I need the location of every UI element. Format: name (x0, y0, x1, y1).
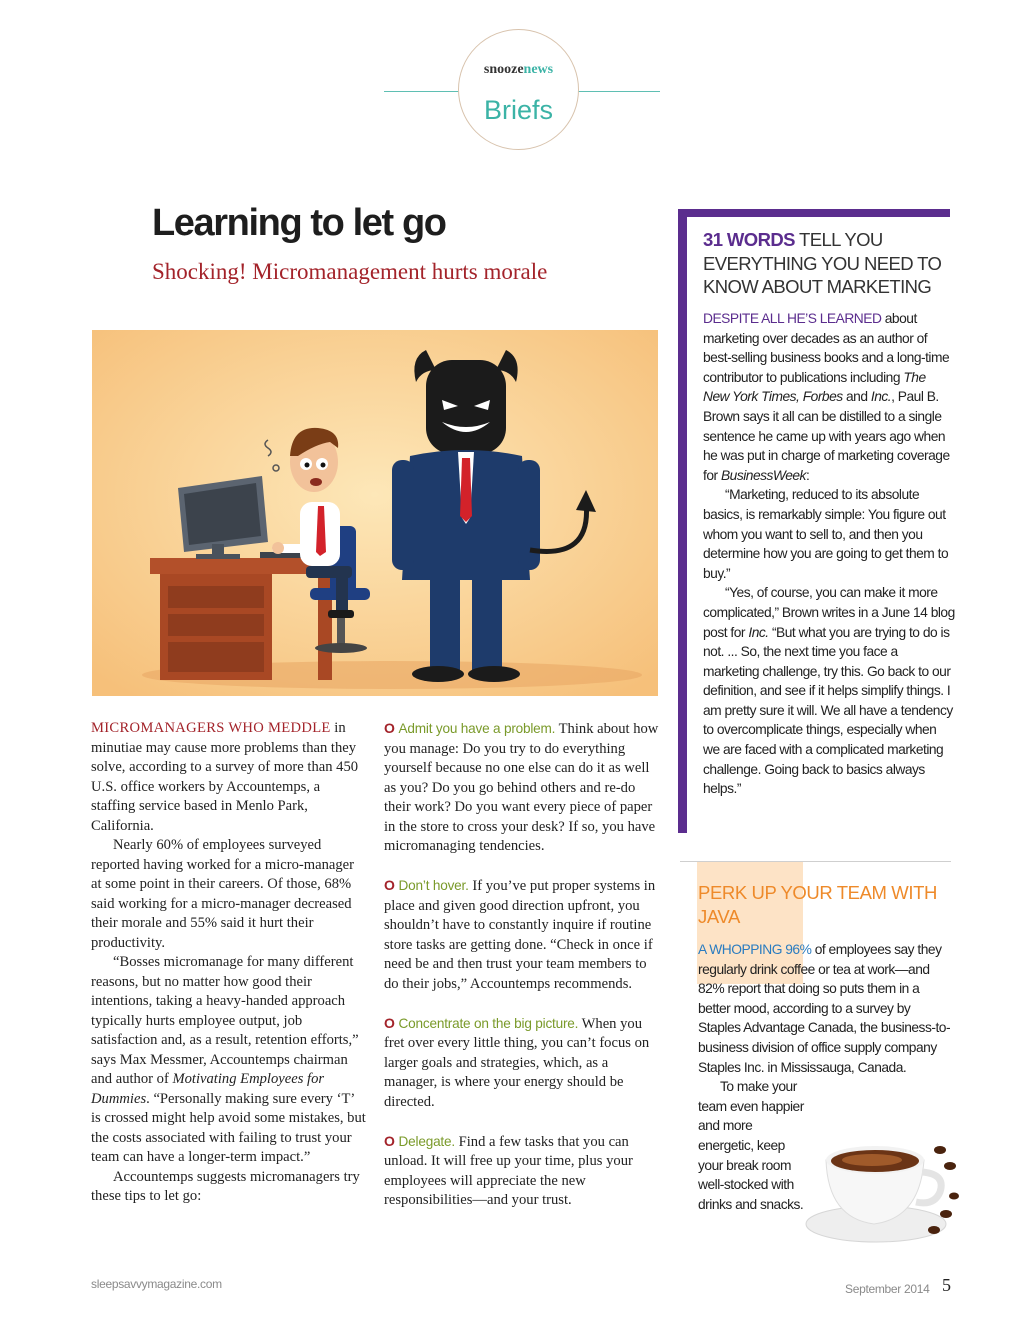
publication-name: Inc. (870, 389, 892, 405)
sidebar-text: , Paul B. Brown says it all can be distilled to a single sentence he came up with years ago when he was put in charge of marketing coverage for (703, 389, 950, 483)
sidebar-title (703, 228, 953, 299)
tip-body: When you fret over every little thing, you can’t focus on larger goals and strategies, which, as a manager, is where your energy should be directed. (384, 1015, 650, 1110)
sidebar-top-rule (678, 209, 950, 217)
sidebar-lead: DESPITE ALL HE’S LEARNED (703, 311, 882, 326)
masthead-brand (458, 62, 579, 78)
tip-bullet-icon: O (384, 1132, 395, 1149)
publication-name: BusinessWeek (720, 467, 806, 483)
sidebar-title-rest: TELL YOU EVERYTHING YOU NEED TO KNOW ABOUT MARKETING (703, 229, 942, 297)
masthead-circle (458, 29, 579, 150)
lead-caps: MICROMANAGERS WHO MEDDLE (91, 720, 331, 736)
tip-heading: Don’t hover. (398, 878, 469, 893)
paragraph-1-text: in minutiae may cause more problems than they solve, according to a survey of more than 450 U.S. office workers by Accountemps, a staffing service based in Menlo Park, California. (91, 720, 359, 834)
paragraph-3-text-b: . “Personally making sure every ‘T’ is crossed might help avoid some mistakes, but the costs associated with failing to trust your team can have a longer-term impact.” (91, 1090, 366, 1165)
sidebar-text: : (805, 467, 810, 483)
sidebar-paragraph-1 (703, 309, 955, 485)
masthead-brand-snooze: snooze (483, 62, 524, 77)
sidebar-text: and (842, 389, 871, 405)
java-lead: A WHOPPING 96% (698, 942, 812, 957)
publication-name: Inc. (748, 624, 769, 640)
tip-heading: Admit you have a problem. (398, 721, 556, 736)
article-paragraph-3 (91, 953, 366, 1168)
sidebar-paragraph-2: “Marketing, reduced to its absolute basics, is remarkably simple: You figure out whom you want to sell to, and then you determine how you are going to get them to buy.” (703, 487, 949, 581)
tip-item (384, 876, 660, 994)
article-column-1 (91, 719, 366, 1207)
publication-name: The New York Times, Forbes (703, 369, 926, 405)
article-paragraph-2: Nearly 60% of employees surveyed reported having worked for a micro-manager at some point in their careers. Of those, 68% said working for a micro-manager decreased their morale and 55% said it hurt their productivity. (91, 837, 354, 951)
sidebar-left-rule (678, 209, 687, 833)
java-text: of employees say they regularly drink coffee or tea at work—and 82% report that doing so puts them in a better mood, according to a survey by Staples Advantage Canada, the business-to-business division of office supply company Staples Inc. in Mississauga, Canada. (698, 942, 951, 1075)
tip-heading: Delegate. (398, 1133, 455, 1149)
paragraph-3-text-a: “Bosses micromanage for many different reasons, but no matter how good their intentions, taking a heavy-handed approach typically hurts employee output, job satisfaction and, as a result, retention efforts,” says Max Messmer, Accountemps chairman and author of (91, 954, 359, 1087)
tip-body: Think about how you manage: Do you try to do everything yourself because no one else can do it as well as you? Do you go behind others and re-do their work? Do you want every piece of paper in the store to cross your desk? If so, you have micromanaging tendencies. (384, 721, 659, 854)
tip-heading: Concentrate on the big picture. (398, 1015, 579, 1031)
sidebar-body (703, 309, 955, 799)
article-paragraph-4: Accountemps suggests micromanagers try these tips to let go: (91, 1168, 360, 1204)
tip-item (384, 719, 660, 857)
sidebar-text: “But what you are trying to do is not. ... So, the next time you face a marketing challenge, try this. Go back to our definition, and see if it helps simplify things. I am pretty sure it will. We all have a tendency to overcomplicate things, especially when we are faced with a complicated marketing challenge. Going back to basics always helps.” (703, 624, 953, 797)
book-title: Motivating Employees for Dummies (91, 1071, 325, 1107)
tip-bullet-icon: O (384, 720, 395, 736)
java-paragraph-1 (698, 940, 954, 1077)
article-column-2 (384, 719, 660, 1230)
sidebar-paragraph-3 (703, 583, 955, 799)
tip-bullet-icon: O (384, 877, 395, 893)
coffee-cup-image (800, 1120, 960, 1250)
sidebar-title-highlight: 31 WORDS (703, 229, 795, 250)
footer-website: sleepsavvymagazine.com (91, 1277, 222, 1291)
article-paragraph-1 (91, 719, 366, 836)
tip-body: If you’ve put proper systems in place and given good direction upfront, you shouldn’t have to constantly inquire if routine store tasks are getting done. “Check in once if need be and then trust your team members to do their jobs,” Accountemps recommends. (384, 878, 656, 992)
java-paragraph-2: To make your team even happier and more energetic, keep your break room well-stocked with drinks and snacks. (698, 1079, 804, 1212)
footer-date: September 2014 (845, 1282, 930, 1296)
article-subhead: Shocking! Micromanagement hurts morale (152, 259, 548, 284)
tip-item (384, 1132, 660, 1211)
micromanager-illustration (92, 330, 658, 696)
sidebar-text: about marketing over decades as an author of best-selling business books and a long-time contributor to publications including (703, 311, 950, 385)
section-title: Briefs (483, 95, 554, 125)
article-headline: Learning to let go (152, 202, 446, 244)
page-number: 5 (942, 1275, 951, 1295)
tip-item (384, 1014, 660, 1113)
masthead-brand-news: news (523, 62, 554, 77)
tip-bullet-icon: O (384, 1014, 395, 1031)
tip-body: Find a few tasks that you can unload. It will free up your time, plus your employees will appreciate the new responsibilities—and your trust. (384, 1133, 633, 1208)
java-box-title: PERK UP YOUR TEAM WITH JAVA (698, 882, 937, 927)
sidebar-text: “Yes, of course, you can make it more complicated,” Brown writes in a June 14 blog post for (703, 585, 955, 640)
